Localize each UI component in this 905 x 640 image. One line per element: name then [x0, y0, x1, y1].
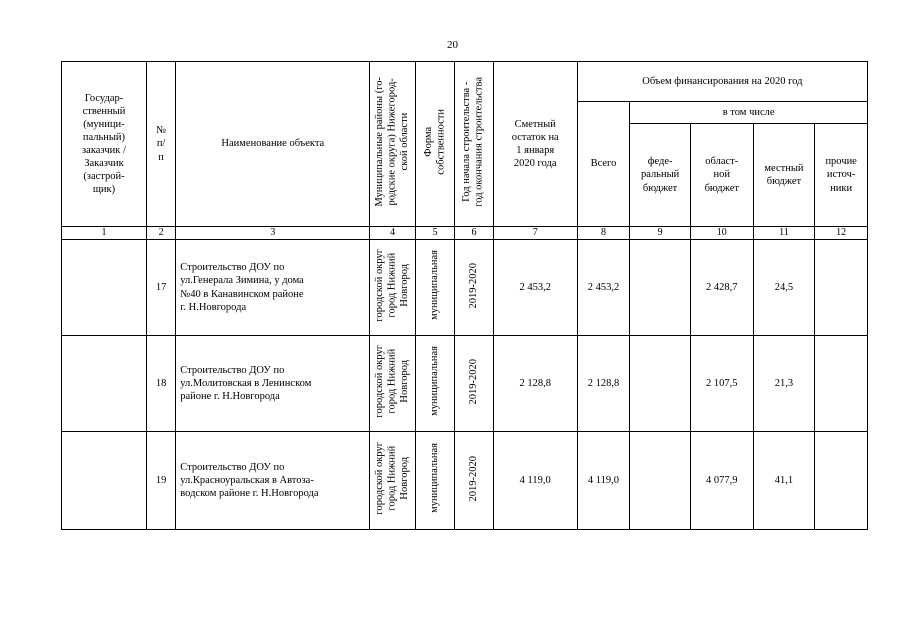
header-district-cell	[370, 62, 416, 227]
row-years-cell	[455, 432, 493, 530]
row-years-cell	[455, 240, 493, 336]
header-local: местный бюджет	[753, 124, 815, 227]
header-ownership: Форма собственности	[422, 109, 447, 175]
col-number: 7	[493, 227, 577, 240]
row-total: 2 453,2	[577, 240, 630, 336]
header-object-name: Наименование объекта	[176, 62, 370, 227]
row-other	[815, 336, 868, 432]
row-federal	[630, 240, 691, 336]
row-estimate: 2 128,8	[493, 336, 577, 432]
row-ownership: муниципальная	[428, 443, 440, 514]
header-years-cell	[455, 62, 493, 227]
row-regional: 4 077,9	[690, 432, 753, 530]
row-local: 41,1	[753, 432, 815, 530]
col-number: 5	[415, 227, 454, 240]
row-total: 2 128,8	[577, 336, 630, 432]
col-number: 1	[62, 227, 147, 240]
row-regional: 2 107,5	[690, 336, 753, 432]
col-number: 2	[146, 227, 175, 240]
row-customer	[62, 240, 147, 336]
col-number: 12	[815, 227, 868, 240]
header-estimate: Сметный остаток на 1 января 2020 года	[493, 62, 577, 227]
row-ownership: муниципальная	[428, 250, 440, 321]
row-total: 4 119,0	[577, 432, 630, 530]
row-years: 2019-2020	[467, 262, 479, 309]
row-years: 2019-2020	[467, 455, 479, 502]
header-district: Муниципальные районы (го- родские округа) Нижегород- ской области	[373, 77, 410, 207]
header-customer: Государ- ственный (муници- пальный) заказчик / Заказчик (застрой- щик)	[62, 62, 147, 227]
financing-table	[61, 61, 868, 530]
column-number-row	[62, 227, 868, 240]
row-years-cell	[455, 336, 493, 432]
row-ownership: муниципальная	[428, 346, 440, 417]
row-customer	[62, 432, 147, 530]
row-local: 21,3	[753, 336, 815, 432]
header-years: Год начала строительства - год окончания строительства	[461, 77, 486, 207]
row-district-cell	[370, 432, 416, 530]
col-number: 3	[176, 227, 370, 240]
col-number: 6	[455, 227, 493, 240]
row-estimate: 4 119,0	[493, 432, 577, 530]
row-customer	[62, 336, 147, 432]
page-number: 20	[447, 39, 458, 51]
header-row-1	[62, 62, 868, 102]
col-number: 9	[630, 227, 691, 240]
row-local: 24,5	[753, 240, 815, 336]
row-num: 17	[146, 240, 175, 336]
row-district-cell	[370, 336, 416, 432]
row-ownership-cell	[415, 432, 454, 530]
row-regional: 2 428,7	[690, 240, 753, 336]
row-object-name: Строительство ДОУ по ул.Красноуральская в Автоза- водском районе г. Н.Новгорода	[176, 432, 370, 530]
header-ownership-cell	[415, 62, 454, 227]
col-number: 10	[690, 227, 753, 240]
col-number: 8	[577, 227, 630, 240]
header-num: № п/ п	[146, 62, 175, 227]
table-row	[62, 432, 868, 530]
row-ownership-cell	[415, 336, 454, 432]
row-district: городской округ город Нижний Новгород	[373, 442, 410, 515]
row-num: 18	[146, 336, 175, 432]
header-including: в том числе	[630, 102, 868, 124]
table-row	[62, 240, 868, 336]
table-row	[62, 336, 868, 432]
row-federal	[630, 432, 691, 530]
row-district: городской округ город Нижний Новгород	[373, 345, 410, 418]
col-number: 11	[753, 227, 815, 240]
header-regional: област- ной бюджет	[690, 124, 753, 227]
row-estimate: 2 453,2	[493, 240, 577, 336]
row-other	[815, 432, 868, 530]
row-federal	[630, 336, 691, 432]
header-federal: феде- ральный бюджет	[630, 124, 691, 227]
row-years: 2019-2020	[467, 358, 479, 405]
header-total: Всего	[577, 102, 630, 227]
header-other: прочие источ- ники	[815, 124, 868, 227]
row-object-name: Строительство ДОУ по ул.Молитовская в Ленинском районе г. Н.Новгорода	[176, 336, 370, 432]
col-number: 4	[370, 227, 416, 240]
row-ownership-cell	[415, 240, 454, 336]
row-district: городской округ город Нижний Новгород	[373, 249, 410, 322]
row-num: 19	[146, 432, 175, 530]
row-district-cell	[370, 240, 416, 336]
header-funding-group: Объем финансирования на 2020 год	[577, 62, 867, 102]
row-other	[815, 240, 868, 336]
row-object-name: Строительство ДОУ по ул.Генерала Зимина, у дома №40 в Канавинском районе г. Н.Новгорода	[176, 240, 370, 336]
